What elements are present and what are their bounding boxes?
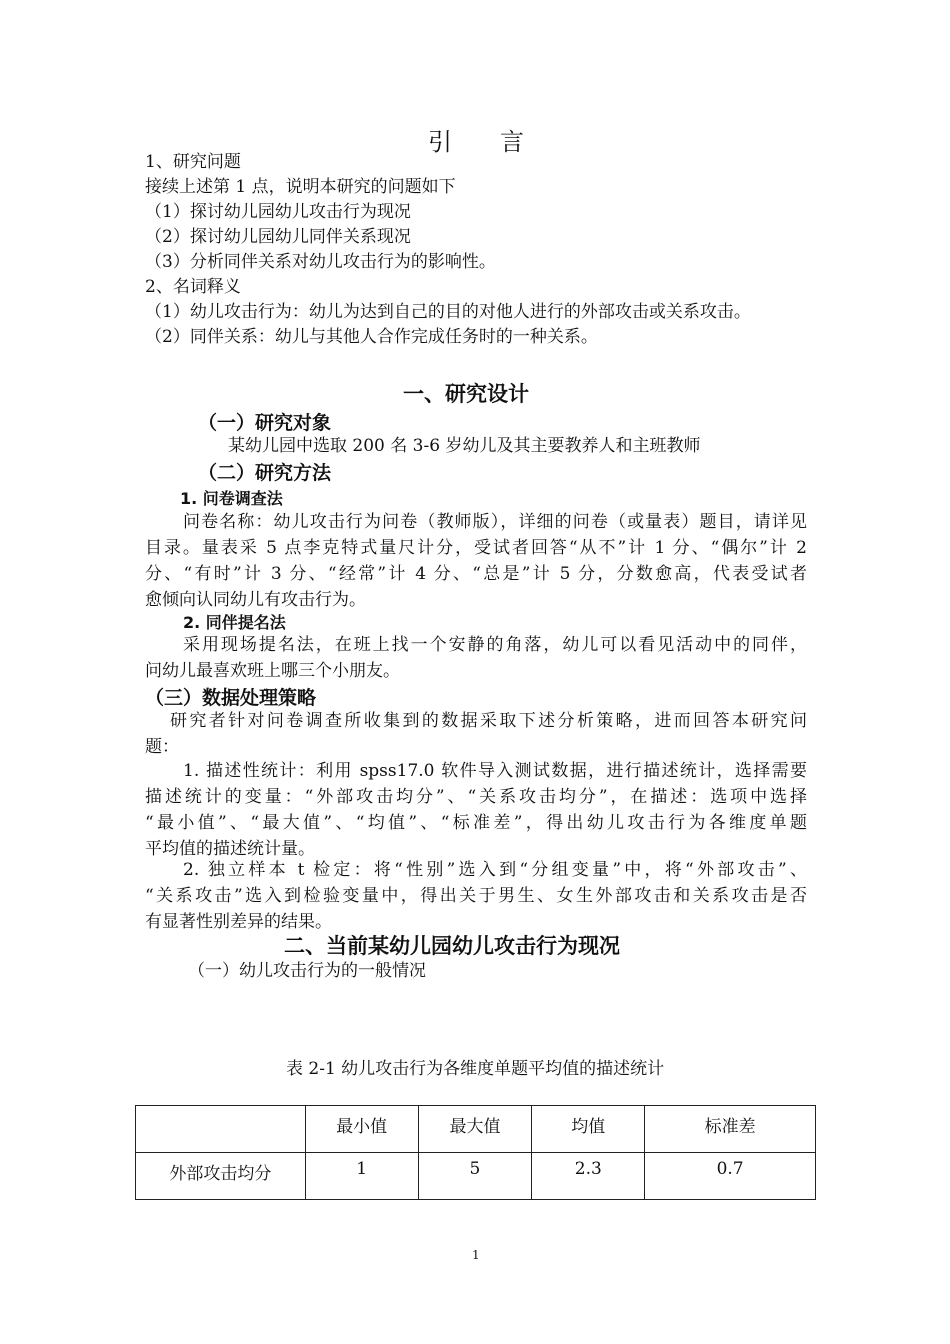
research-question-2: （2）探讨幼儿园幼儿同伴关系现况	[145, 227, 411, 247]
paragraph-line: 1. 描述性统计：利用 spss17.0 软件导入测试数据，进行描述统计，选择需要	[183, 761, 807, 781]
step-2-paragraph	[145, 857, 807, 935]
section-2-sub-general: （一）幼儿攻击行为的一般情况	[188, 961, 426, 981]
paragraph-line: 平均值的描述统计量。	[145, 839, 315, 859]
section-2-title: 二、当前某幼儿园幼儿攻击行为现况	[284, 934, 620, 958]
paragraph-line: 采用现场提名法，在班上找一个安静的角落，幼儿可以看见活动中的同伴，	[183, 635, 807, 655]
research-question-1: （1）探讨幼儿园幼儿攻击行为现况	[145, 202, 411, 222]
section-1-sub-methods: （二）研究方法	[198, 462, 332, 484]
paragraph-line: 有显著性别差异的结果。	[145, 912, 332, 932]
research-question-heading: 1、研究问题	[145, 152, 241, 172]
paragraph-line: 2. 独立样本 t 检定：将“性别”选入到“分组变量”中，将“外部攻击”、	[183, 860, 807, 880]
paragraph-line: “最小值”、“最大值”、“均值”、“标准差”，得出幼儿攻击行为各维度单题	[145, 813, 807, 833]
paragraph-line: 问幼儿最喜欢班上哪三个小朋友。	[145, 661, 400, 681]
paragraph-line: 目录。量表采 5 点李克特式量尺计分，受试者回答“从不”计 1 分、“偶尔”计 2	[145, 538, 807, 558]
method-1-paragraph	[145, 509, 807, 613]
term-definition-2: （2）同伴关系：幼儿与其他人合作完成任务时的一种关系。	[145, 327, 598, 347]
table-cell: 5	[418, 1153, 532, 1200]
paragraph-line: “关系攻击”选入到检验变量中，得出关于男生、女生外部攻击和关系攻击是否	[145, 886, 807, 906]
table-header-cell: 最大值	[418, 1106, 532, 1153]
paragraph-line: 题：	[145, 737, 179, 757]
method-1-title: 1. 问卷调查法	[180, 489, 283, 508]
method-2-paragraph	[145, 632, 807, 684]
table-cell: 1	[305, 1153, 418, 1200]
research-question-lead: 接续上述第 1 点，说明本研究的问题如下	[145, 177, 456, 197]
intro-title: 引 言	[428, 128, 526, 156]
stats-table	[135, 1105, 816, 1200]
table-caption: 表 2-1 幼儿攻击行为各维度单题平均值的描述统计	[286, 1059, 665, 1079]
section-1-sub-strategy: （三）数据处理策略	[145, 687, 317, 709]
table-header-cell	[136, 1106, 306, 1153]
section-1-sub-subjects: （一）研究对象	[198, 412, 332, 434]
table-cell: 0.7	[645, 1153, 816, 1200]
paragraph-line: 问卷名称：幼儿攻击行为问卷（教师版），详细的问卷（或量表）题目，请详见	[183, 512, 807, 532]
method-2-title: 2. 同伴提名法	[183, 613, 286, 632]
table-row	[136, 1153, 816, 1200]
paragraph-line: 研究者针对问卷调查所收集到的数据采取下述分析策略，进而回答本研究问	[170, 711, 807, 731]
terms-heading: 2、名词释义	[145, 277, 241, 297]
research-question-3: （3）分析同伴关系对幼儿攻击行为的影响性。	[145, 252, 496, 272]
table-cell: 2.3	[532, 1153, 645, 1200]
table-header-cell: 标准差	[645, 1106, 816, 1153]
table-header-row	[136, 1106, 816, 1153]
step-1-paragraph	[145, 758, 807, 862]
section-1-title: 一、研究设计	[403, 382, 529, 406]
subjects-text: 某幼儿园中选取 200 名 3-6 岁幼儿及其主要教养人和主班教师	[228, 436, 701, 456]
paragraph-line: 分、“有时”计 3 分、“经常”计 4 分、“总是”计 5 分，分数愈高，代表受试者	[145, 564, 807, 584]
strategy-paragraph	[145, 708, 807, 760]
page-number: 1	[472, 1248, 480, 1262]
table-header-cell: 均值	[532, 1106, 645, 1153]
table-header-cell: 最小值	[305, 1106, 418, 1153]
paragraph-line: 描述统计的变量：“外部攻击均分”、“关系攻击均分”，在描述：选项中选择	[145, 787, 807, 807]
term-definition-1: （1）幼儿攻击行为：幼儿为达到自己的目的对他人进行的外部攻击或关系攻击。	[145, 302, 751, 322]
paragraph-line: 愈倾向认同幼儿有攻击行为。	[145, 590, 366, 610]
table-cell: 外部攻击均分	[136, 1153, 306, 1200]
